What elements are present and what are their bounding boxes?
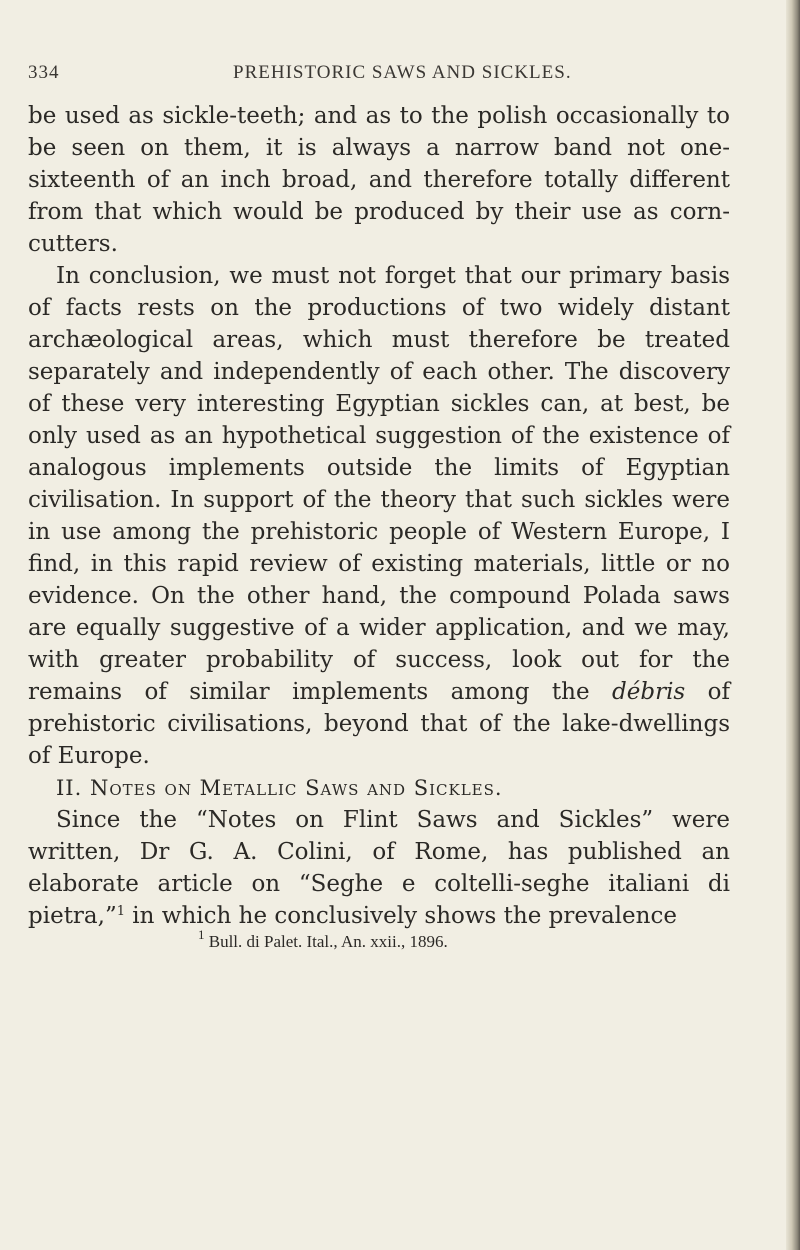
italic-word-debris: débris <box>612 679 686 705</box>
footnote <box>28 927 730 952</box>
body-text <box>28 100 730 952</box>
notes-text-start: Since the “Notes on Flint Saws and Sickles” were written, Dr G. A. Colini, of Rome, has published an elaborate article on “Seghe e coltelli-seghe italiani di pietra,” <box>28 807 730 929</box>
footnote-text: Bull. di Palet. Ital., An. xxii., 1896. <box>204 932 448 951</box>
paragraph-notes <box>28 804 730 932</box>
notes-text-end: in which he conclusively shows the prevalence <box>125 903 677 929</box>
footnote-marker: 1 <box>198 927 205 942</box>
paragraph-continued: be used as sickle-teeth; and as to the polish occasionally to be seen on them, it is always a narrow band not one-sixteenth of an inch broad, and therefore totally different from that which would be produced by their use as corn-cutters. <box>28 103 730 257</box>
conclusion-text-start: In conclusion, we must not forget that our primary basis of facts rests on the productions of two widely distant archæological areas, which must therefore be treated separately and independently of each other. The discovery of these very interesting Egyptian sickles can, at best, be only used as an hypothetical suggestion of the existence of analogous implements outside the limits of Egyptian civilisation. In support of the theory that such sickles were in use among the prehistoric people of Western Europe, I find, in this rapid review of existing materials, little or no evidence. On the other hand, the compound Polada saws are equally suggestive of a wider application, and we may, with greater probability of success, look out for the remains of similar implements among the <box>28 263 730 705</box>
page-number: 334 <box>28 62 60 83</box>
footnote-reference: 1 <box>116 904 125 919</box>
paragraph-conclusion <box>28 260 730 772</box>
page-edge-shadow <box>786 0 800 1250</box>
running-title: PREHISTORIC SAWS AND SICKLES. <box>233 62 572 83</box>
conclusion-text-end: of prehistoric civilisations, beyond that of the lake-dwellings of Europe. <box>28 679 731 769</box>
section-heading: II. Notes on Metallic Saws and Sickles. <box>56 776 503 800</box>
